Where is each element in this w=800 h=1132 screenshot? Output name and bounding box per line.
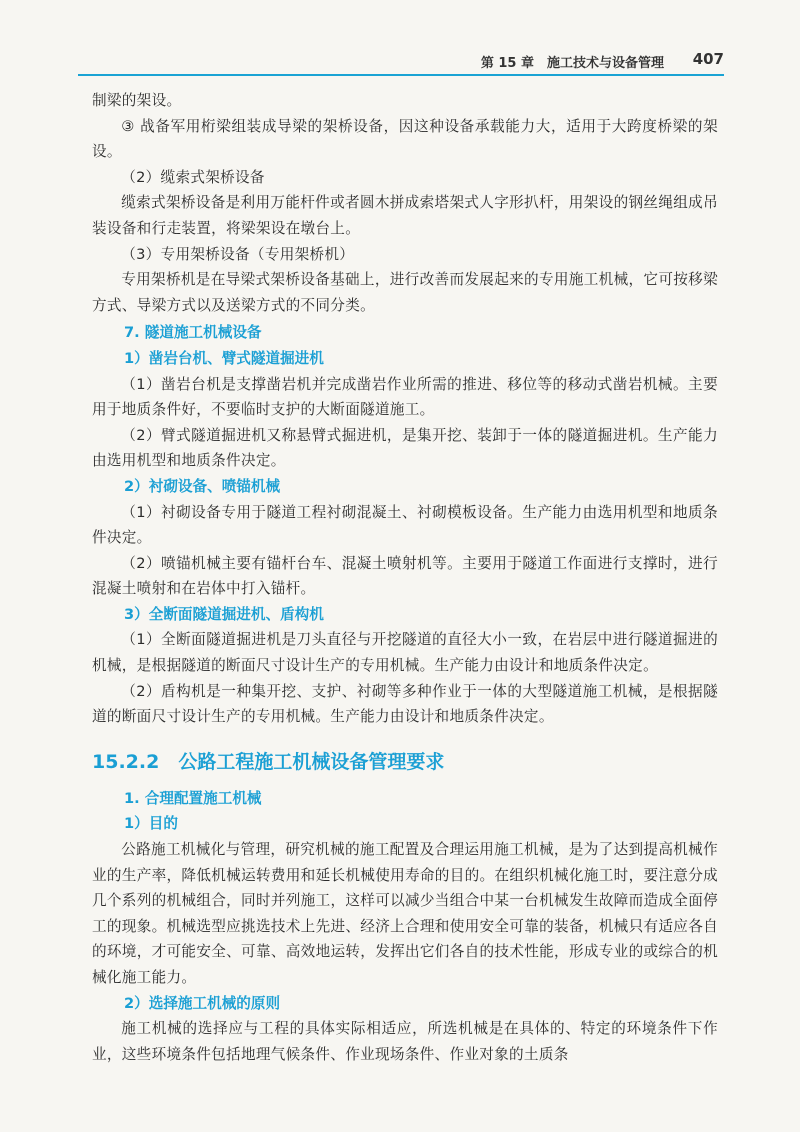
page-header: [78, 44, 724, 76]
paragraph: （1）凿岩台机是支撑凿岩机并完成凿岩作业所需的推进、移位等的移动式凿岩机械。主要用于地质条件好，不要临时支护的大断面隧道施工。: [92, 375, 718, 419]
subsection-heading-7-1: 1）凿岩台机、臂式隧道掘进机: [124, 349, 324, 367]
paragraph: 施工机械的选择应与工程的具体实际相适应，所选机械是在具体的、特定的环境条件下作业，这些环境条件包括地理气候条件、作业现场条件、作业对象的土质条: [92, 1020, 718, 1063]
paragraph: （1）衬砌设备专用于隧道工程衬砌混凝土、衬砌模板设备。生产能力由选用机型和地质条件决定。: [92, 503, 718, 547]
subsection-heading-7-2: 2）衬砌设备、喷锚机械: [124, 477, 281, 495]
paragraph: ③ 战备军用桁梁组装成导梁的架桥设备，因这种设备承载能力大，适用于大跨度桥梁的架设。: [92, 117, 718, 161]
section-heading-1: 1. 合理配置施工机械: [124, 789, 262, 807]
paragraph: （1）全断面隧道掘进机是刀头直径与开挖隧道的直径大小一致，在岩层中进行隧道掘进的机械，是根据隧道的断面尺寸设计生产的专用机械。生产能力由设计和地质条件决定。: [92, 631, 718, 675]
subheading-cable-bridge: （2）缆索式架桥设备: [121, 168, 265, 186]
paragraph: 公路施工机械化与管理，研究机械的施工配置及合理运用施工机械，是为了达到提高机械作业的生产率，降低机械运转费用和延长机械使用寿命的目的。在组织机械化施工时，要注意分成几个系列的机械组合，同时并列施工，这样可以减少当组合中某一台机械发生故障而造成全面停工的现象。机械选型应挑选技术上先进、经济上合理和使用安全可靠的装备，机械只有适应各自的环境，才可能安全、可靠、高效地运转，发挥出它们各自的技术性能，形成专业的或综合的机械化施工能力。: [92, 841, 718, 986]
subsection-heading-1-1: 1）目的: [124, 815, 178, 833]
chapter-title: 第 15 章 施工技术与设备管理: [480, 56, 664, 71]
subheading-special-bridge: （3）专用架桥设备（专用架桥机）: [121, 245, 355, 263]
section-heading-15-2-2: 15.2.2 公路工程施工机械设备管理要求: [92, 750, 445, 773]
subsection-heading-7-3: 3）全断面隧道掘进机、盾构机: [124, 605, 324, 623]
section-heading-7: 7. 隧道施工机械设备: [124, 324, 262, 342]
page-number: 407: [692, 50, 724, 68]
paragraph: （2）喷锚机械主要有锚杆台车、混凝土喷射机等。主要用于隧道工作面进行支撑时，进行混凝土喷射和在岩体中打入锚杆。: [92, 554, 718, 598]
paragraph: 缆索式架桥设备是利用万能杆件或者圆木拼成索塔架式人字形扒杆，用架设的钢丝绳组成吊装设备和行走装置，将梁架设在墩台上。: [92, 194, 718, 237]
page-body: [92, 88, 718, 1067]
subsection-heading-1-2: 2）选择施工机械的原则: [124, 994, 281, 1012]
paragraph: （2）臂式隧道掘进机又称悬臂式掘进机，是集开挖、装卸于一体的隧道掘进机。生产能力由选用机型和地质条件决定。: [92, 426, 718, 470]
paragraph: 专用架桥机是在导梁式架桥设备基础上，进行改善而发展起来的专用施工机械，它可按移梁方式、导梁方式以及送梁方式的不同分类。: [92, 271, 718, 314]
paragraph: 制梁的架设。: [92, 92, 182, 109]
paragraph: （2）盾构机是一种集开挖、支护、衬砌等多种作业于一体的大型隧道施工机械，是根据隧道的断面尺寸设计生产的专用机械。生产能力由设计和地质条件决定。: [92, 682, 718, 726]
